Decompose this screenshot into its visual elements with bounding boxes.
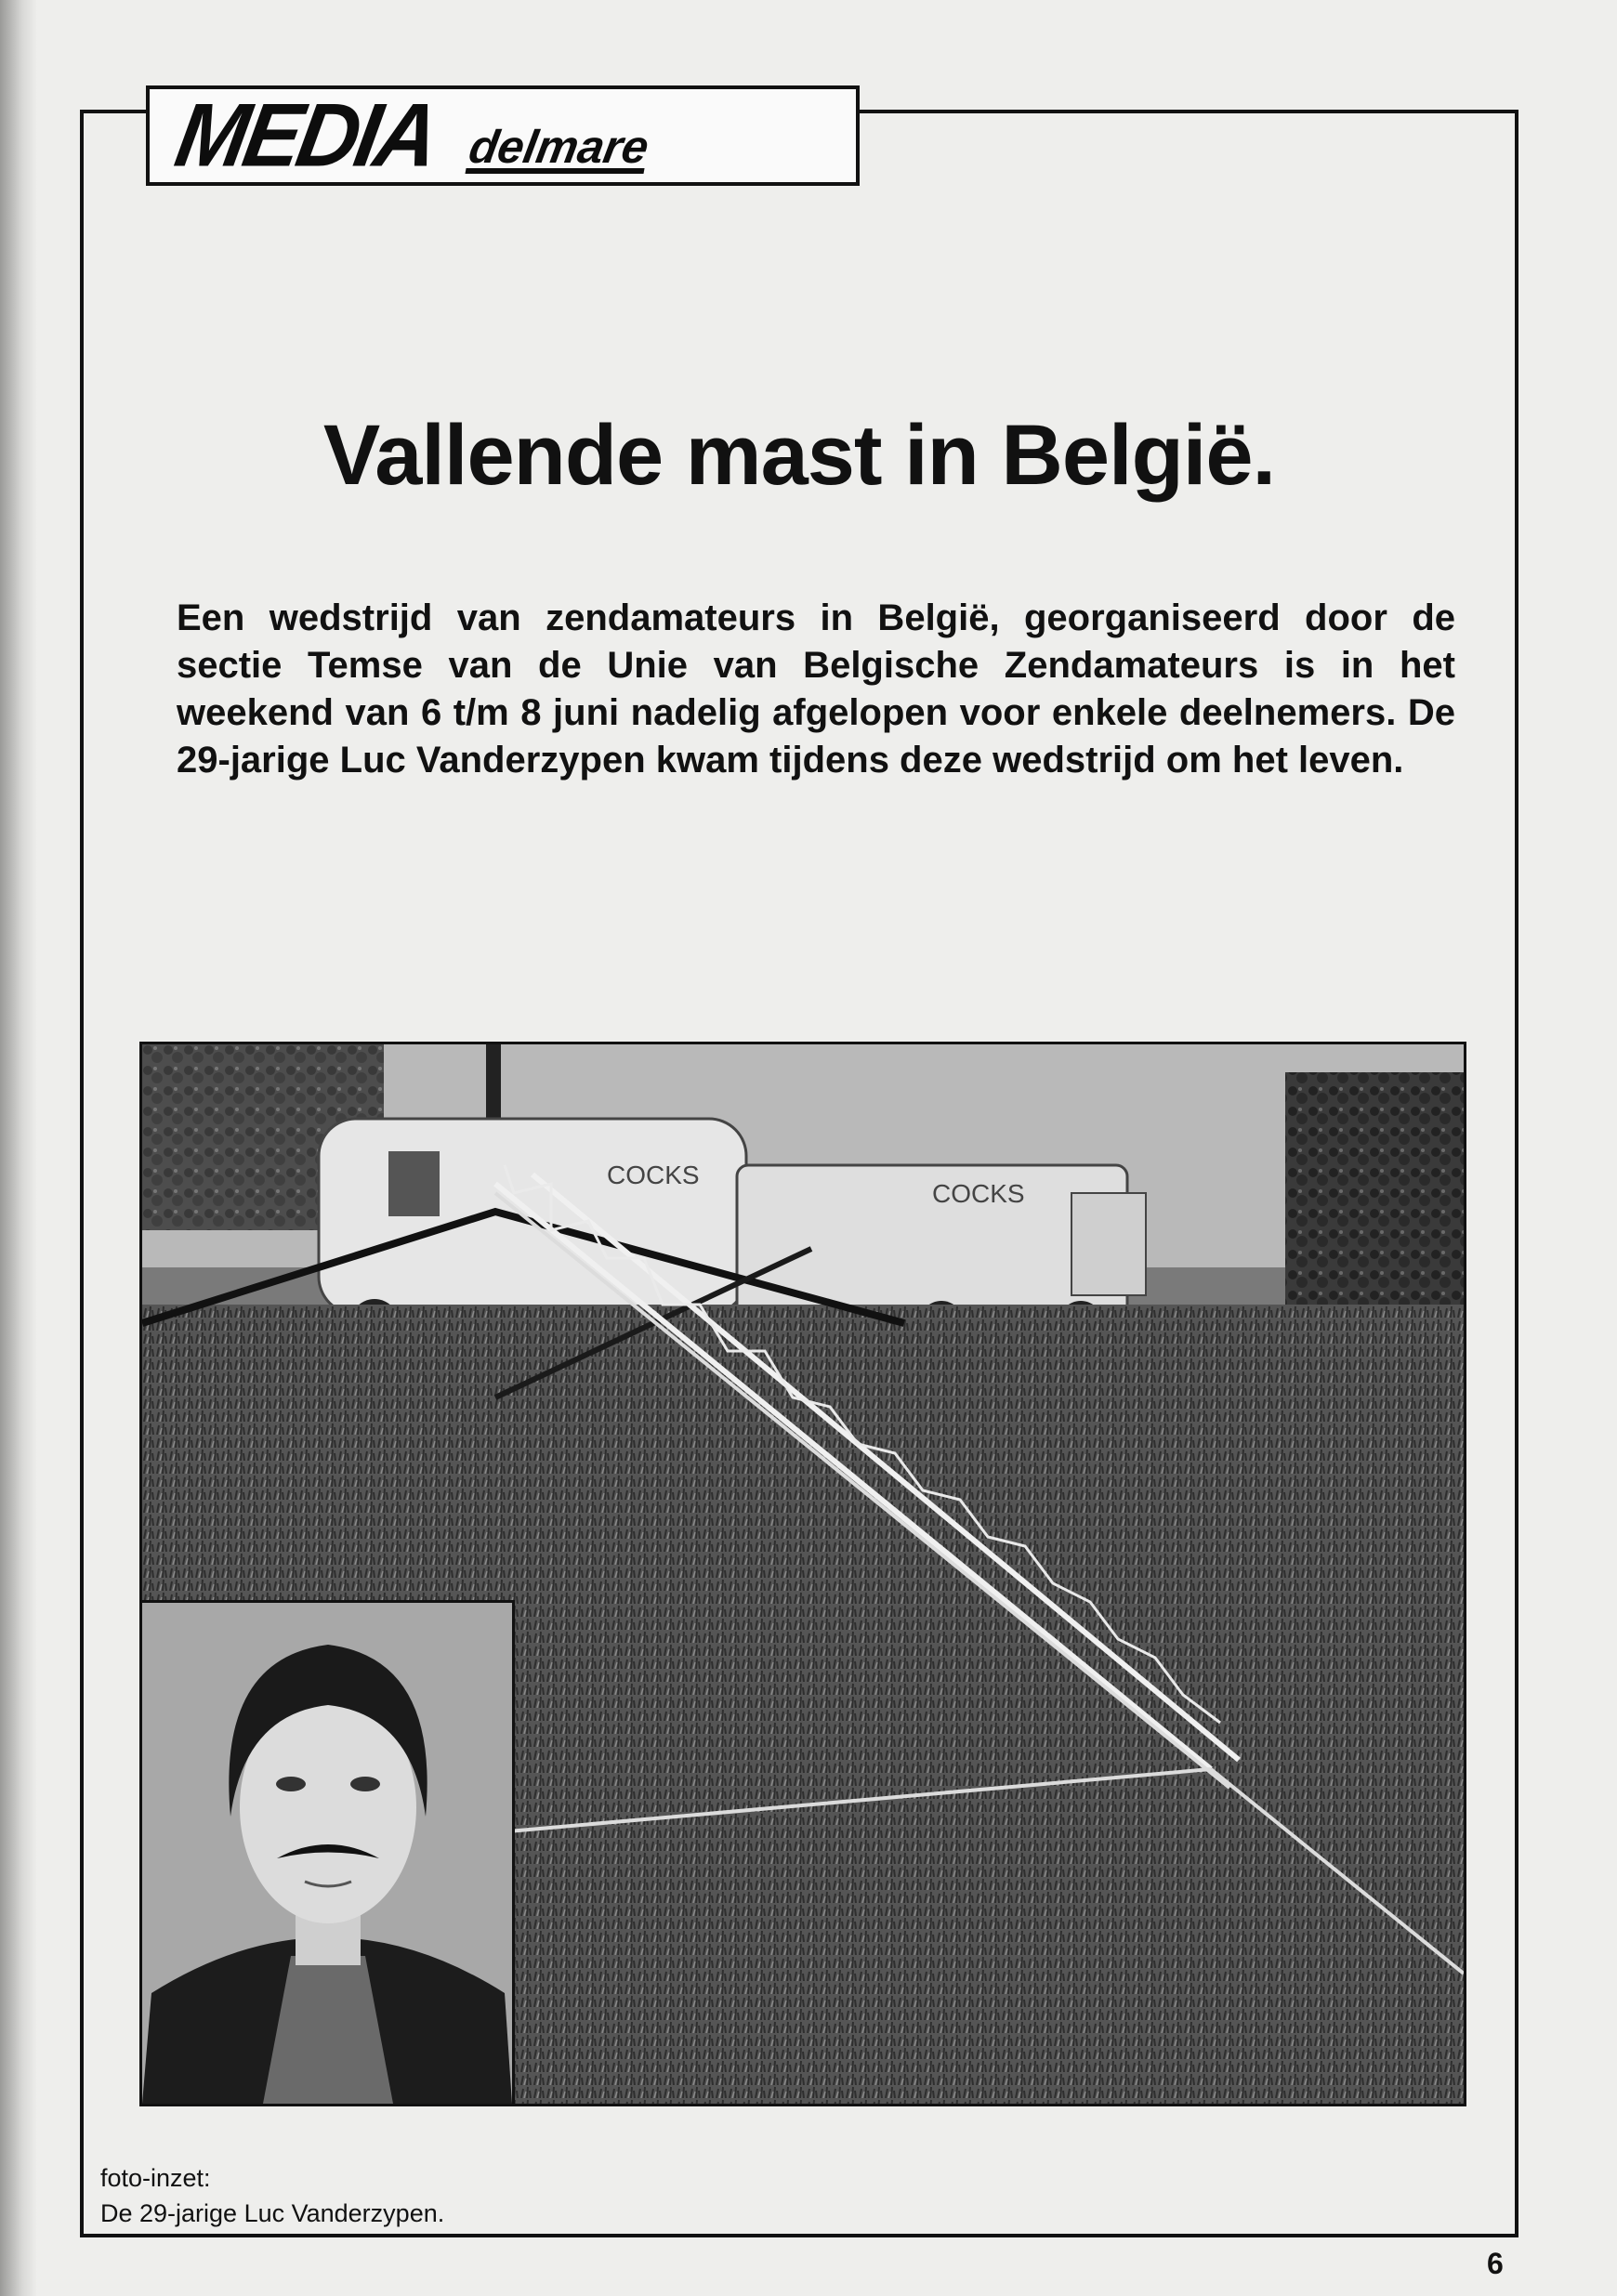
article-headline: Vallende mast in België. xyxy=(322,408,1276,503)
caption-text: De 29-jarige Luc Vanderzypen. xyxy=(100,2199,445,2227)
photo-caption xyxy=(100,2160,444,2231)
caravan-lettering: COCKS xyxy=(607,1161,700,1189)
masthead-sub: delmare xyxy=(466,120,653,173)
caption-label: foto-inzet: xyxy=(100,2164,211,2192)
portrait-inset-photo xyxy=(139,1600,515,2106)
page-number: 6 xyxy=(1487,2247,1504,2280)
masthead-logo xyxy=(146,85,860,186)
masthead-brand: MEDIA xyxy=(168,85,443,186)
article-intro: Een wedstrijd van zendamateurs in België, georganiseerd door de sectie Temse van de Unie van Belgische Zendamateurs is in het weekend van 6 t/m 8 juni nadelig afgelopen voor enkele deelnemers. De 29-jarige Luc Vanderzypen kwam tijdens deze wedstrijd om het leven. xyxy=(177,597,1455,781)
van-lettering: COCKS xyxy=(932,1179,1025,1208)
page-edge-shadow xyxy=(0,0,37,2296)
